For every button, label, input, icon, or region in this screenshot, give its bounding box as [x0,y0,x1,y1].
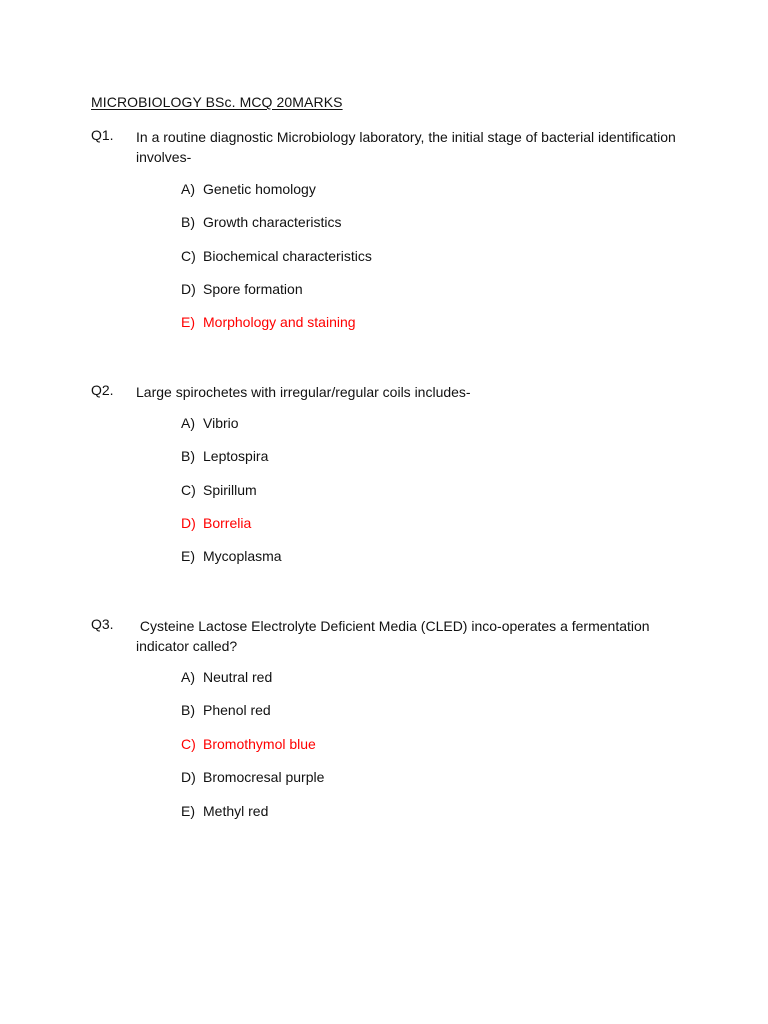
answer-option [181,415,239,431]
answer-option [181,181,316,197]
option-text: Genetic homology [203,181,316,197]
option-letter: E) [181,314,195,330]
answer-option-correct [181,736,316,752]
answer-option [181,248,372,264]
question-number: Q2. [91,382,114,398]
answer-option [181,702,271,718]
option-text: Growth characteristics [203,214,342,230]
option-letter: E) [181,548,195,564]
option-letter: C) [181,736,196,752]
option-letter: B) [181,448,195,464]
option-text: Biochemical characteristics [203,248,372,264]
option-letter: B) [181,702,195,718]
option-letter: A) [181,181,195,197]
option-letter: D) [181,769,196,785]
option-text: Leptospira [203,448,269,464]
question-text: In a routine diagnostic Microbiology laboratory, the initial stage of bacterial identification involves- [136,129,676,165]
document-title: MICROBIOLOGY BSc. MCQ 20MARKS [91,94,343,110]
answer-option [181,482,257,498]
option-text: Bromothymol blue [203,736,316,752]
option-text: Methyl red [203,803,269,819]
option-letter: A) [181,669,195,685]
option-letter: C) [181,482,196,498]
answer-option [181,214,341,230]
answer-option [181,803,268,819]
option-letter: E) [181,803,195,819]
option-letter: D) [181,281,196,297]
option-letter: C) [181,248,196,264]
option-letter: B) [181,214,195,230]
option-text: Vibrio [203,415,239,431]
question-number: Q3. [91,616,114,632]
answer-option-correct [181,314,356,330]
option-text: Borrelia [203,515,252,531]
answer-option [181,769,324,785]
option-letter: A) [181,415,195,431]
answer-option-correct [181,515,251,531]
answer-option [181,448,268,464]
option-letter: D) [181,515,196,531]
answer-option [181,281,303,297]
option-text: Phenol red [203,702,271,718]
question-text: Large spirochetes with irregular/regular coils includes- [136,384,471,400]
question-text: Cysteine Lactose Electrolyte Deficient Media (CLED) inco-operates a fermentation indicator called? [136,618,654,654]
option-text: Spirillum [203,482,257,498]
answer-option [181,669,272,685]
option-text: Neutral red [203,669,273,685]
question-number: Q1. [91,127,114,143]
option-text: Bromocresal purple [203,769,325,785]
option-text: Mycoplasma [203,548,282,564]
option-text: Morphology and staining [203,314,356,330]
option-text: Spore formation [203,281,303,297]
answer-option [181,548,282,564]
